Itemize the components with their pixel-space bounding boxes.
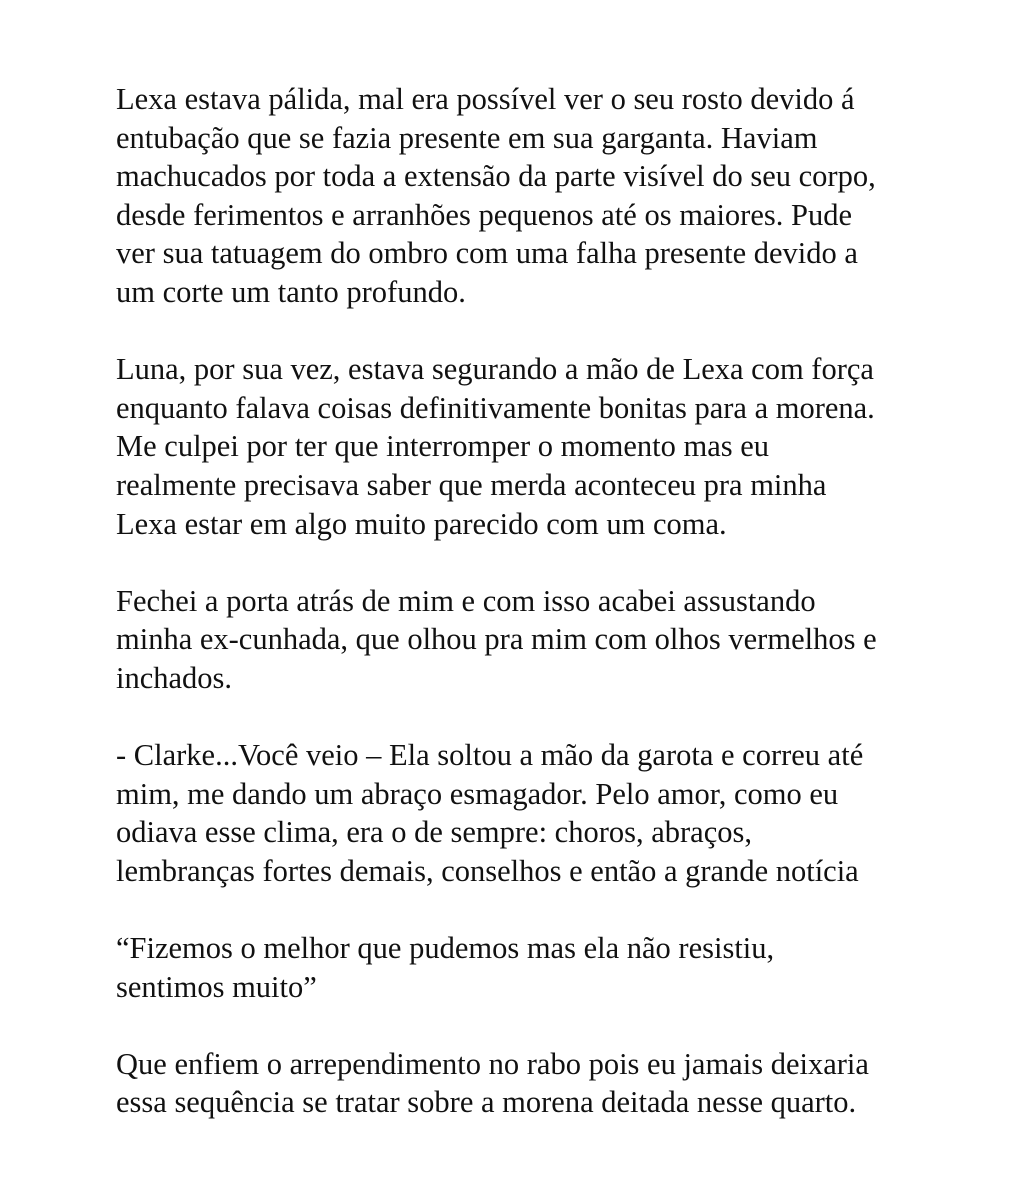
- text-line: Que enfiem o arrependimento no rabo pois eu jamais deixaria: [116, 1046, 869, 1081]
- text-line: minha ex-cunhada, que olhou pra mim com olhos vermelhos e: [116, 622, 877, 657]
- text-line: Luna, por sua vez, estava segurando a mão de Lexa com força: [116, 352, 874, 387]
- paragraph-5-quote: [116, 929, 1016, 1006]
- text-line: machucados por toda a extensão da parte visível do seu corpo,: [116, 159, 876, 194]
- text-line: Lexa estar em algo muito parecido com um coma.: [116, 506, 727, 541]
- text-line: - Clarke...Você veio – Ela soltou a mão da garota e correu até: [116, 738, 864, 773]
- text-line: mim, me dando um abraço esmagador. Pelo amor, como eu: [116, 776, 839, 811]
- text-line: lembranças fortes demais, conselhos e então a grande notícia: [116, 853, 859, 888]
- text-line: realmente precisava saber que merda aconteceu pra minha: [116, 467, 827, 502]
- paragraph-4: [116, 736, 1016, 890]
- text-line: Lexa estava pálida, mal era possível ver o seu rosto devido á: [116, 82, 855, 116]
- document-body: [116, 80, 1016, 1161]
- text-line: inchados.: [116, 660, 233, 695]
- text-line: essa sequência se tratar sobre a morena deitada nesse quarto.: [116, 1085, 857, 1120]
- text-line: Fechei a porta atrás de mim e com isso acabei assustando: [116, 583, 816, 618]
- text-line: odiava esse clima, era o de sempre: choros, abraços,: [116, 815, 753, 850]
- paragraph-2: [116, 350, 1016, 543]
- paragraph-3: [116, 582, 1016, 698]
- text-line: “Fizemos o melhor que pudemos mas ela não resistiu,: [116, 931, 775, 966]
- text-line: sentimos muito”: [116, 969, 317, 1004]
- text-line: um corte um tanto profundo.: [116, 274, 466, 309]
- text-line: ver sua tatuagem do ombro com uma falha presente devido a: [116, 236, 858, 271]
- text-line: enquanto falava coisas definitivamente bonitas para a morena.: [116, 390, 875, 425]
- text-line: desde ferimentos e arranhões pequenos até os maiores. Pude: [116, 197, 852, 232]
- paragraph-1: [116, 80, 1016, 312]
- text-line: Me culpei por ter que interromper o momento mas eu: [116, 429, 770, 464]
- text-line: entubação que se fazia presente em sua garganta. Haviam: [116, 120, 818, 155]
- paragraph-6: [116, 1045, 1016, 1122]
